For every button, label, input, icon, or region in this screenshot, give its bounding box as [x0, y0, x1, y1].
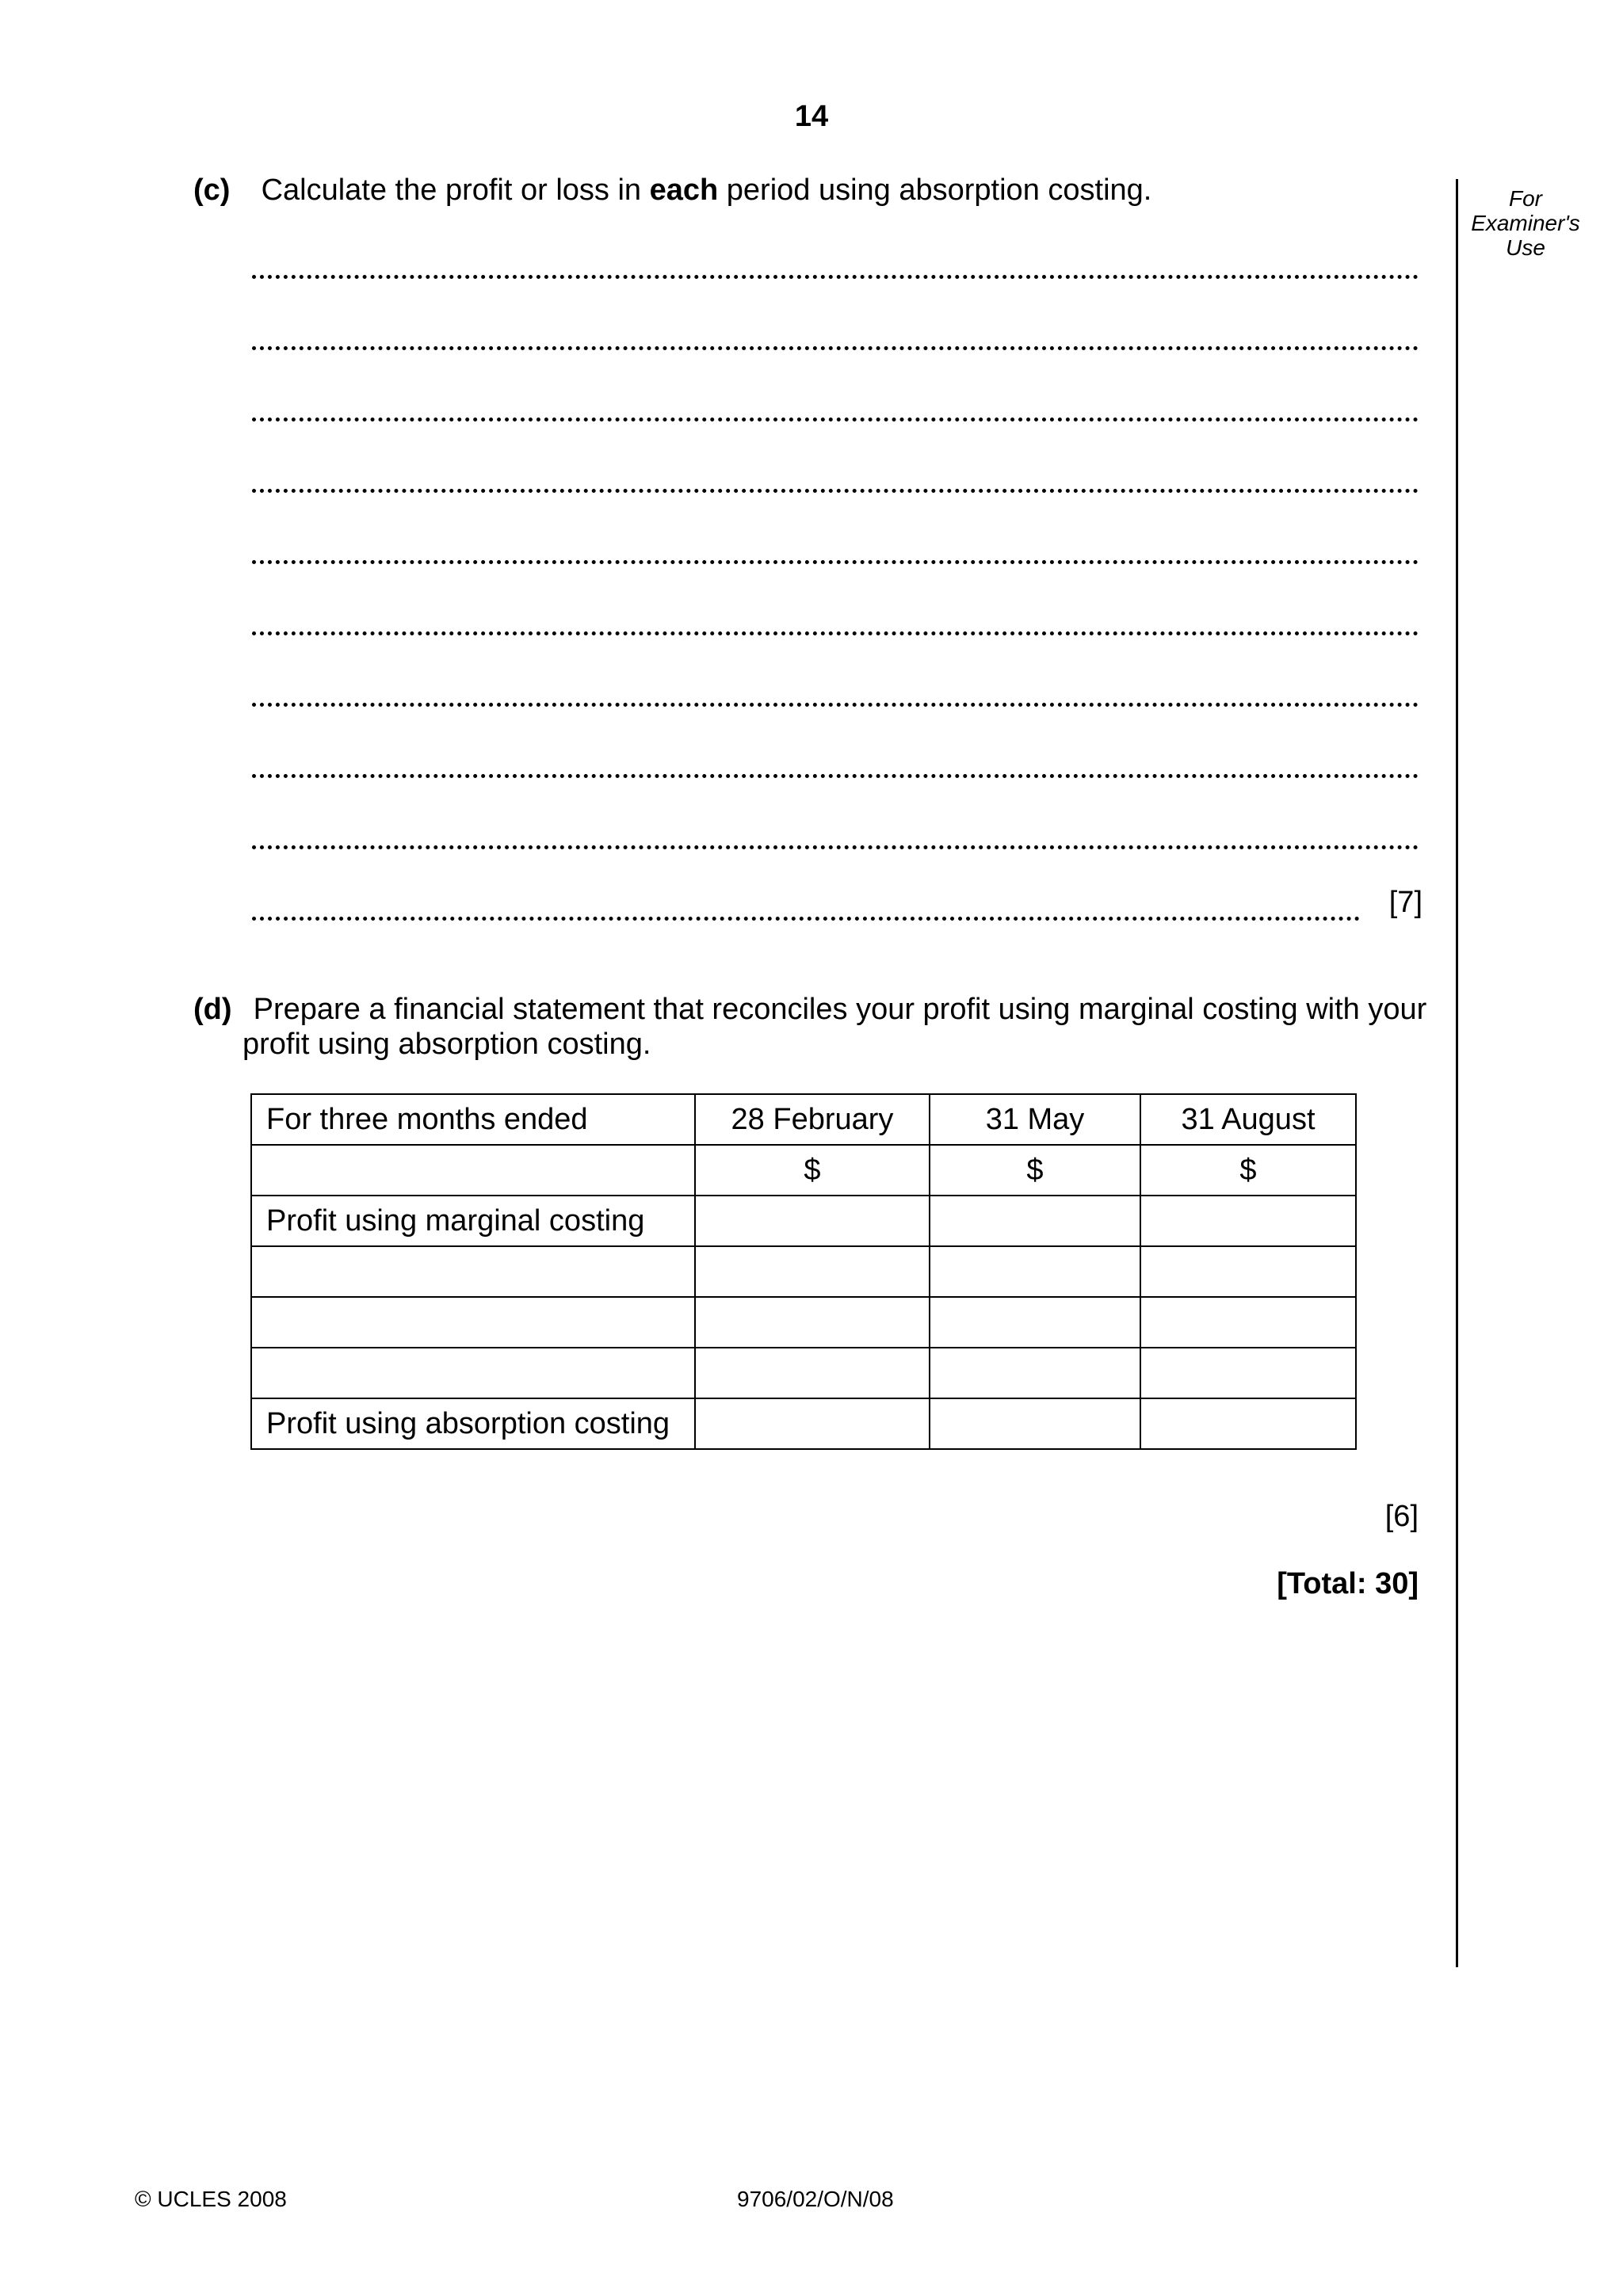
- header-31-may: 31 May: [930, 1094, 1140, 1145]
- table-header-row: [251, 1094, 1356, 1145]
- answer-cell[interactable]: [695, 1348, 930, 1398]
- part-d-question-line-1: [193, 992, 1426, 1027]
- answer-cell[interactable]: [695, 1196, 930, 1246]
- question-total: [Total: 30]: [1277, 1567, 1419, 1600]
- page-number: 14: [794, 100, 829, 133]
- header-31-august: 31 August: [1140, 1094, 1356, 1145]
- answer-line[interactable]: [252, 917, 1360, 921]
- answer-cell[interactable]: [695, 1246, 930, 1297]
- part-c-text-bold: each: [649, 174, 719, 207]
- answer-line[interactable]: [252, 560, 1419, 564]
- paper-code: 9706/02/O/N/08: [737, 2187, 894, 2211]
- part-d-marks: [6]: [1384, 1500, 1419, 1533]
- part-c-label: (c): [193, 174, 231, 207]
- answer-cell[interactable]: [1140, 1297, 1356, 1348]
- answer-cell[interactable]: [695, 1297, 930, 1348]
- table-row: [251, 1196, 1356, 1246]
- answer-cell[interactable]: [1140, 1398, 1356, 1449]
- answer-cell[interactable]: [930, 1246, 1140, 1297]
- row-label[interactable]: [251, 1297, 695, 1348]
- table-row: [251, 1246, 1356, 1297]
- part-c-text-before: Calculate the profit or loss in: [261, 174, 642, 207]
- currency-cell: $: [695, 1145, 930, 1196]
- answer-line[interactable]: [252, 631, 1419, 635]
- part-d-question-line-2: profit using absorption costing.: [242, 1028, 651, 1061]
- part-c-question: [193, 173, 1151, 208]
- answer-line[interactable]: [252, 703, 1419, 707]
- header-period-label: For three months ended: [251, 1094, 695, 1145]
- answer-cell[interactable]: [1140, 1246, 1356, 1297]
- answer-line[interactable]: [252, 275, 1419, 279]
- part-d-text-line-1: Prepare a financial statement that reconciles your profit using marginal costing with your: [253, 993, 1427, 1026]
- header-28-february: 28 February: [695, 1094, 930, 1145]
- examiner-use-line-2: Examiner's: [1471, 211, 1580, 235]
- answer-line[interactable]: [252, 489, 1419, 493]
- examiner-use-line-3: Use: [1506, 235, 1545, 260]
- answer-line[interactable]: [252, 346, 1419, 350]
- part-c-marks: [7]: [1388, 886, 1423, 919]
- answer-cell[interactable]: [930, 1196, 1140, 1246]
- row-label[interactable]: [251, 1246, 695, 1297]
- answer-cell[interactable]: [930, 1297, 1140, 1348]
- answer-cell[interactable]: [930, 1398, 1140, 1449]
- currency-cell: $: [1140, 1145, 1356, 1196]
- currency-label-cell: [251, 1145, 695, 1196]
- table-row: [251, 1297, 1356, 1348]
- table-currency-row: [251, 1145, 1356, 1196]
- reconciliation-table: [250, 1093, 1357, 1450]
- part-d-label: (d): [193, 993, 232, 1026]
- answer-line[interactable]: [252, 845, 1419, 849]
- table-row: [251, 1348, 1356, 1398]
- copyright: © UCLES 2008: [135, 2187, 287, 2211]
- part-c-text-after: period using absorption costing.: [726, 174, 1152, 207]
- answer-cell[interactable]: [1140, 1348, 1356, 1398]
- currency-cell: $: [930, 1145, 1140, 1196]
- table-row: [251, 1398, 1356, 1449]
- answer-line[interactable]: [252, 774, 1419, 778]
- answer-cell[interactable]: [1140, 1196, 1356, 1246]
- answer-line[interactable]: [252, 418, 1419, 421]
- row-label: Profit using absorption costing: [251, 1398, 695, 1449]
- row-label: Profit using marginal costing: [251, 1196, 695, 1246]
- row-label[interactable]: [251, 1348, 695, 1398]
- examiner-margin-rule: [1456, 179, 1458, 1967]
- examiner-use-line-1: For: [1509, 186, 1542, 211]
- answer-cell[interactable]: [930, 1348, 1140, 1398]
- answer-cell[interactable]: [695, 1398, 930, 1449]
- examiner-use-label: [1450, 186, 1601, 260]
